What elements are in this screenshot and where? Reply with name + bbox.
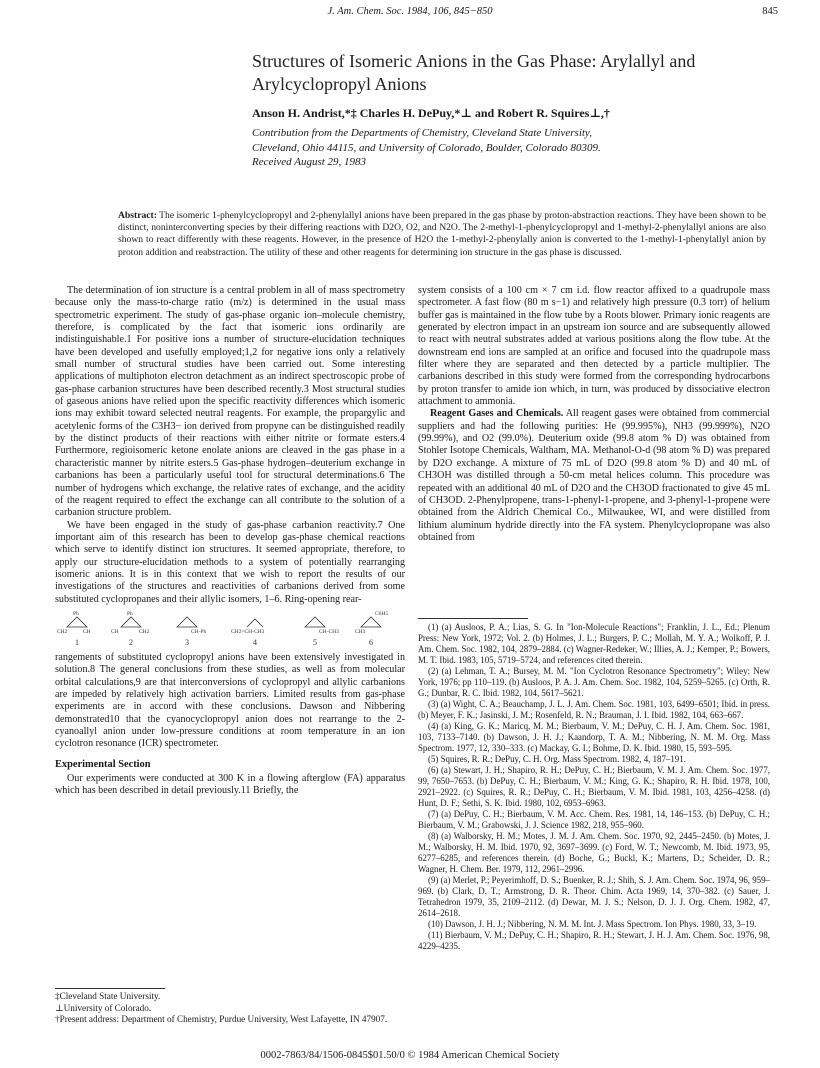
reference-rule <box>418 618 528 619</box>
affiliation-line-2: Cleveland, Ohio 44115, and University of Colorado, Boulder, Colorado 80309. <box>252 141 601 154</box>
scheme-fragment-ch2-1: CH2 <box>57 628 68 635</box>
footnotes <box>55 988 405 1026</box>
article-title: Structures of Isomeric Anions in the Gas Phase: Arylallyl and Arylcyclopropyl Anions <box>252 51 696 94</box>
experimental-paragraph-1: Our experiments were conducted at 300 K in a flowing afterglow (FA) apparatus which has been described in detail previously.11 Briefly, the <box>55 773 405 797</box>
reagents-heading: Reagent Gases and Chemicals. <box>430 408 564 420</box>
copyright-footer: 0002-7863/84/1506-0845$01.50/0 © 1984 American Chemical Society <box>260 1050 560 1061</box>
footnote-colorado: ⊥University of Colorado. <box>55 1002 152 1013</box>
scheme-fragment-ch2-2: CH2 <box>139 628 150 635</box>
received-date: Received August 29, 1983 <box>252 156 367 168</box>
reference-item: (4) (a) King, G. K.; Maricq, M. M.; Bierbaum, V. M.; DePuy, C. H. J. Am. Chem. Soc. 1981, 103, 7133–7140. (b) Dawson, J. H. J.; Kaandorp, T. A. M.; Nibbering, N. M. M. Org. Mass Spectrom. 1977, 12, 330–333. (c) Mackay, G. I.; Bohme, D. K. Ibid. 1980, 15, 593–595. <box>418 721 770 753</box>
compound-label-2: 2 <box>129 637 133 647</box>
cyclopropane-ring-5 <box>305 617 325 627</box>
left-column <box>55 285 405 798</box>
reference-item: (5) Squires, R. R.; DePuy, C. H. Org. Mass Spectrom. 1982, 4, 187–191. <box>428 754 686 764</box>
cyclopropane-ring-3 <box>177 617 197 627</box>
right-column <box>418 285 770 544</box>
reagents-text: All reagent gases were obtained from commercial suppliers and had the following purities: He (99.995%), NH3 (99.999%), N2O (99.99%), and O2 (99.0%). Deuterium oxide (99.8 atom % D) was obtained from Stohler Isotope Chemicals, Waltham, MA. Methanol-O-d (98 atom % D) was prepared by D2O exchange. A mixture of 75 mL of D2O (99.8 atom % D) and 40 mL of CH3OH was distilled through a 50-cm metal helices column. This procedure was repeated with an additional 40 mL of D2O and the CH3OD fractionated to give 45 mL of CH3OD. 2-Phenylpropene, trans-1-phenyl-1-propene, and 3-phenyl-1-propene were obtained from the Aldrich Chemical Co., Milwaukee, WI, and were distilled from lithium aluminum hydride directly into the FA system. Phenylcyclopropane was also obtained from <box>418 408 770 543</box>
cyclopropane-ring-6 <box>361 617 381 627</box>
intro-paragraph-2: We have been engaged in the study of gas-phase carbanion reactivity.7 One important aim of this research has been to develop gas-phase chemical reactions which serve to identify distinct ion structures. It seemed appropriate, therefore, to apply our structure-elucidation methods to a system of potentially rearranging isomeric anions. It is in this context that we wish to report the results of our investigations of the structures and reactivities of carbanions derived from some substituted cyclopropanes and their allylic isomers, 1–6. Ring-opening rear- <box>55 519 405 605</box>
intro-paragraph-3: rangements of substituted cyclopropyl anions have been extensively investigated in solution.8 The general conclusions from these studies, as well as from molecular orbital calculations,9 are that interconversions of cyclopropyl and allylic carbanions are impeded by relatively high activation barriers. Limited results from gas-phase experiments are in accord with these conclusions. Dawson and Nibbering demonstrated10 that the cyanocyclopropyl anion does not rearrange to the 2-cyanoallyl anion under low-pressure conditions at room temperature in an ion cyclotron resonance (ICR) spectrometer. <box>55 651 405 750</box>
footnote-rule <box>55 988 165 989</box>
intro-paragraph-1: The determination of ion structure is a central problem in all of mass spectrometry because only the mass-to-charge ratio (m/z) is determined in the usual mass spectrometric experiment. The study of gas-phase organic ion–molecule chemistry, therefore, is complicated by the fact that isomeric ions ordinarily are indistinguishable.1 For positive ions a number of structure-elucidation techniques have been developed and usefully employed;1,2 for negative ions only a relatively small number of structural studies have been carried out. Some interesting applications of multiphoton electron detachment as an indirect spectroscopic probe of gas-phase carbanion structures have been described recently.3 Most structural studies of gaseous anions have relied upon the specific reactivity differences which isomeric ions may exhibit toward selected neutral reagents. For example, the propargylic and acetylenic forms of the C3H3− ion derived from propyne can be distinguished readily by the distinct products of their reactions with either nitrite or formate esters.4 Furthermore, regioisomeric ketone enolate anions are cleaved in the gas phase in a characteristic manner by nitrite esters.5 Gas-phase hydrogen–deuterium exchange in carbanions has been a particularly useful tool for structural determinations.6 The number of hydrogens which exchange, the relative rates of exchange, and the acidity of the reagent required to effect the exchange can all contribute to the solution of a carbanion structure problem. <box>55 285 405 519</box>
reference-item: (8) (a) Walborsky, H. M.; Motes, J. M. J. Am. Chem. Soc. 1970, 92, 2445–2450. (b) Motes, J. M.; Walborsky, H. M. Ibid. 1970, 92, 3697–3699. (c) Ford, W. T.; Newcomb, M. Ibid. 1973, 95, 6277–6285, and references therein. (d) Boche, G.; Buckl, K.; Martens, D.; Scheider, D. R.; Wagner, H. Chem. Ber. 1979, 112, 2961–2996. <box>418 831 770 874</box>
reagents-paragraph <box>418 408 770 544</box>
structure-scheme <box>55 609 405 649</box>
compound-label-6: 6 <box>369 637 373 647</box>
reference-item: (3) (a) Wight, C. A.; Beauchamp, J. L. J. Am. Chem. Soc. 1981, 103, 6499–6501; Ibid. in press. (b) Meyer, F. K.; Jasinski, J. M.; Rosenfeld, R. N.; Brauman, J. I. Ibid. 1982, 104, 663–667. <box>418 699 770 720</box>
scheme-fragment-ch3-6: CH3 <box>355 628 366 635</box>
cyclopropane-ring-1 <box>67 617 87 627</box>
reference-item: (11) Bierbaum, V. M.; DePuy, C. H.; Shapiro, R. H.; Stewart, J. H. J. Am. Chem. Soc. 1976, 98, 4229–4235. <box>418 930 770 951</box>
scheme-fragment-ch-1: CH <box>83 628 91 635</box>
scheme-fragment-c6h5-6: C6H5 <box>375 610 389 617</box>
running-header <box>0 6 820 22</box>
footnote-present-address: †Present address: Department of Chemistry, Purdue University, West Lafayette, IN 47907. <box>55 1014 388 1024</box>
journal-citation: J. Am. Chem. Soc. 1984, 106, 845−850 <box>327 6 493 17</box>
compound-label-4: 4 <box>253 637 257 647</box>
scheme-fragment-ph-1: Ph <box>73 610 79 617</box>
reference-item: (2) (a) Lehman, T. A.; Bursey, M. M. "Ion Cyclotron Resonance Spectrometry"; Wiley: New York, 1976; pp 110–119. (b) Ausloos, P. A. J. Am. Chem. Soc. 1982, 104, 5259–5265. (c) Orth, R. G.; Dunbar, R. C. Ibid. 1982, 104, 5617–5621. <box>418 666 770 698</box>
footnote-cleveland: ‡Cleveland State University. <box>55 991 161 1001</box>
compound-label-3: 3 <box>185 637 189 647</box>
reference-item: (9) (a) Merlet, P.; Peyerimhoff, D. S.; Buenker, R. J.; Shih, S. J. Am. Chem. Soc. 1974, 96, 959–969. (b) Clark, D. T.; Armstrong, D. R. Theor. Chim. Acta 1969, 14, 370–382. (c) Sauer, J. Tetrahedron 1979, 35, 2109–2112. (d) Dewar, M. J. S.; Nelson, D. J. J. Org. Chem. 1982, 47, 2614–2618. <box>418 875 770 918</box>
abstract-label: Abstract: <box>118 210 157 221</box>
scheme-fragment-chph-3: CH-Ph <box>191 628 207 635</box>
page-number: 845 <box>762 6 778 17</box>
reference-item: (7) (a) DePuy, C. H.; Bierbaum, V. M. Acc. Chem. Res. 1981, 14, 146–153. (b) DePuy, C. H.; Bierbaum, V. M.; Grabowski, J. J. Science 1982, 218, 955–960. <box>418 809 770 830</box>
reference-list <box>418 618 770 952</box>
reference-item: (1) (a) Ausloos, P. A.; Lias, S. G. In "Ion-Molecule Reactions"; Franklin, J. L., Ed.; Plenum Press: New York, 1972; Vol. 2. (b) Holmes, J. L.; Burgers, P. C.; Mollah, M. Y. A.; Wolkoff, P. J. Am. Chem. Soc. 1982, 104, 2879–2884. (c) Wagner-Redeker, W.; Illies, A. J.; Kemper, P.; Bowers, M. T. Ibid. 1983, 105, 5719–5724, and references cited therein. <box>418 622 770 665</box>
scheme-fragment-allyl-4: CH2=CH-CH3 <box>231 628 265 635</box>
scheme-fragment-chch3-5: CH-CH3 <box>319 628 339 635</box>
section-heading-experimental: Experimental Section <box>55 758 151 770</box>
scheme-fragment-ph-2: Ph <box>127 610 133 617</box>
allyl-skeleton-4 <box>247 619 263 627</box>
cyclopropane-ring-2 <box>121 617 141 627</box>
compound-label-1: 1 <box>75 637 79 647</box>
abstract <box>118 210 766 259</box>
reference-item: (6) (a) Stewart, J. H.; Shapiro, R. H.; DePuy, C. H.; Bierbaum, V. M. J. Am. Chem. Soc. 1977, 99, 7650–7653. (b) DePuy, C. H.; Bierbaum, V. M.; King, G. K.; Shapiro, R. H. Ibid. 1978, 100, 2921–2922. (c) Squires, R. R.; DePuy, C. H.; Bierbaum, V. M. Ibid. 1981, 103, 4256–4258. (d) Hunt, D. F.; Sethi, S. K. Ibid. 1980, 102, 6953–6963. <box>418 765 770 808</box>
abstract-text: The isomeric 1-phenylcyclopropyl and 2-phenylallyl anions have been prepared in the gas phase by proton-abstraction reactions. They have been shown to be distinct, noninterconverting species by their differing reactions with D2O, O2, and N2O. The 2-methyl-1-phenylcyclopropyl and 1-methyl-2-phenylallyl anions are also shown to react differently with these reagents. However, in the presence of H2O the 1-methyl-2-phenylally anion is converted to the 1-methyl-1-phenylallyl anion by proton addition and reabstraction. The utility of these and other reagents for determining ion structure in the gas phase is discussed. <box>118 210 766 258</box>
experimental-paragraph-2: system consists of a 100 cm × 7 cm i.d. flow reactor affixed to a quadrupole mass spectrometer. A fast flow (80 m s−1) and relatively high pressure (0.3 torr) of helium buffer gas is maintained in the flow tube by a Roots blower. Primary ionic reagents are generated by electron impact in an upstream ion source and are subsequently allowed to react with neutral substrates added at various positions along the flow tube. At the downstream end ions are sampled at an orifice and focused into the quadrupole mass filter where they are separated and then detected by a particle multiplier. The carbanions described in this study were formed from the corresponding hydrocarbons by proton transfer to amide ion which, in turn, was produced by dissociative electron attachment to ammonia. <box>418 285 770 408</box>
affiliation <box>252 126 772 170</box>
affiliation-line-1: Contribution from the Departments of Chemistry, Cleveland State University, <box>252 127 592 139</box>
scheme-fragment-ch-2: CH <box>111 628 119 635</box>
author-list: Anson H. Andrist,*‡ Charles H. DePuy,*⊥ and Robert R. Squires⊥,† <box>252 106 610 120</box>
reference-item: (10) Dawson, J. H. J.; Nibbering, N. M. M. Int. J. Mass Spectrom. Ion Phys. 1980, 33, 3–19. <box>428 919 757 929</box>
compound-label-5: 5 <box>313 637 317 647</box>
structure-drawings <box>55 609 405 649</box>
